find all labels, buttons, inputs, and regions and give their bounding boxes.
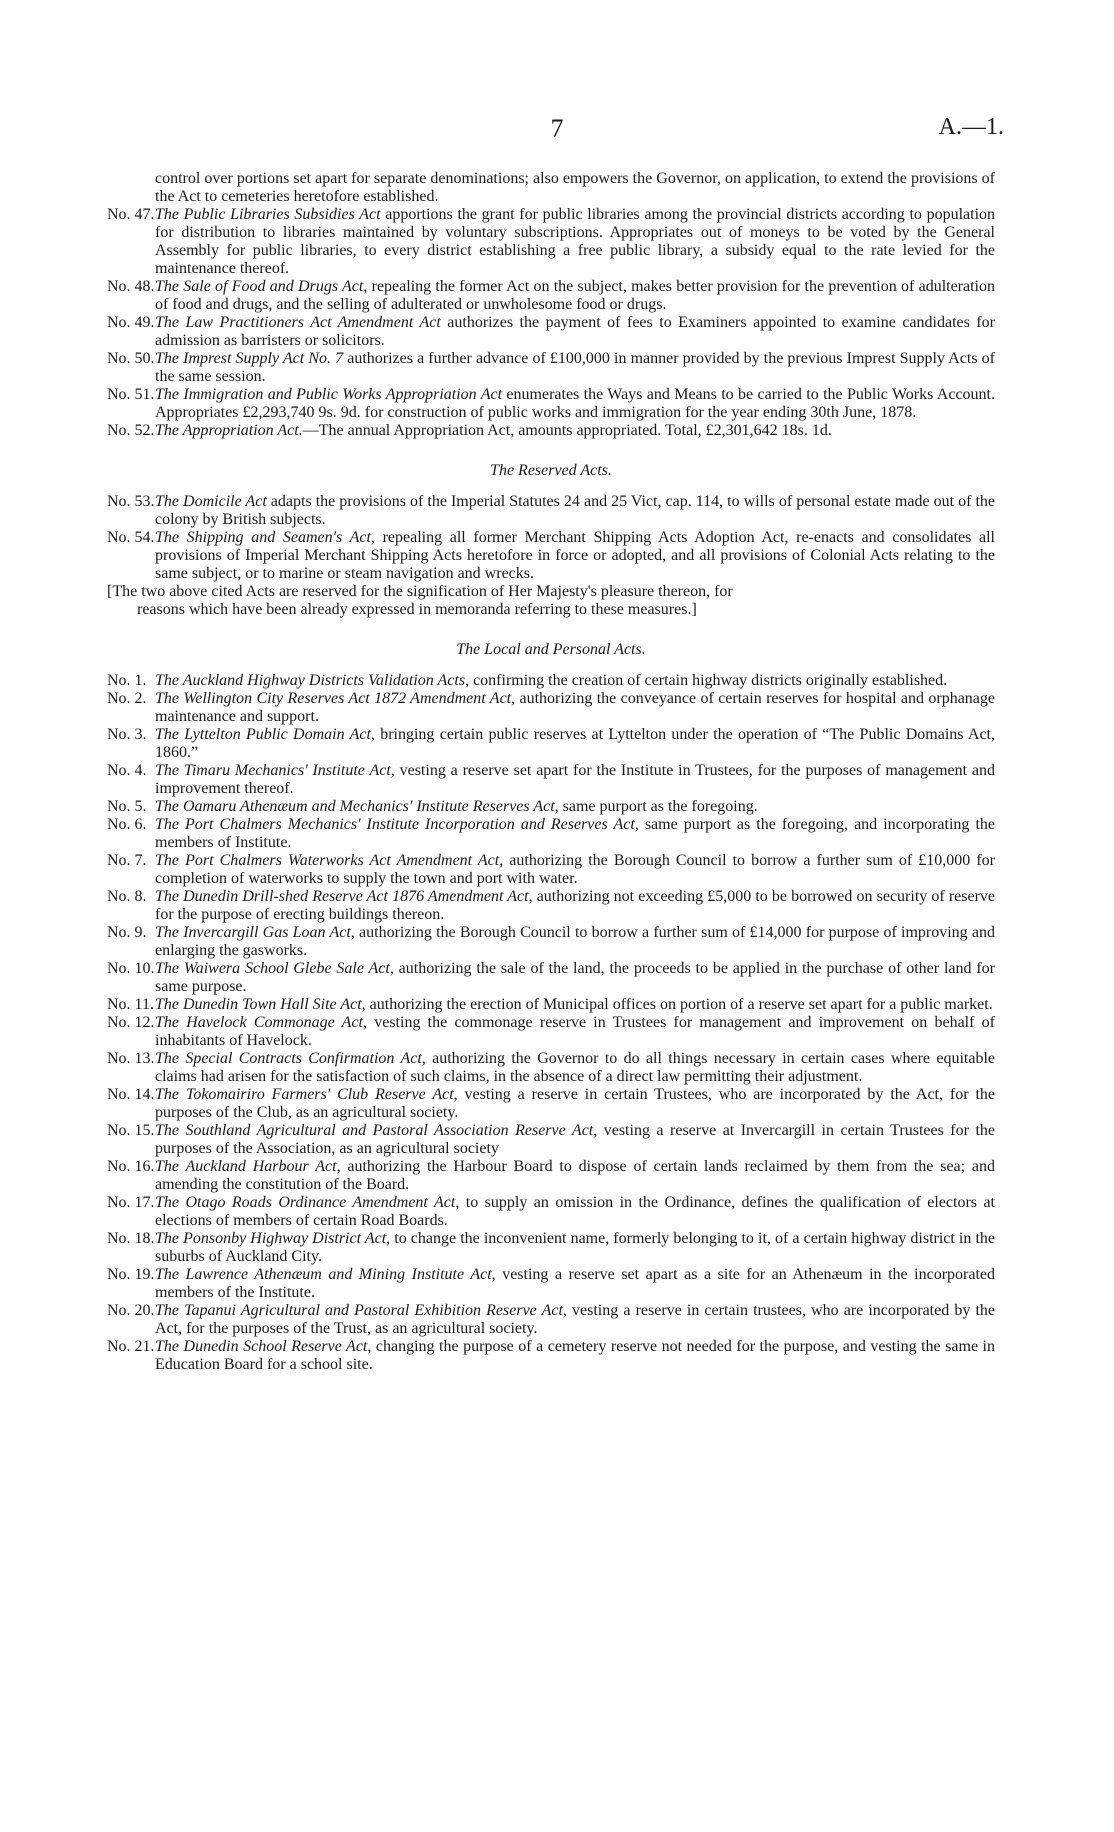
act-description: [155, 816, 995, 852]
act-number: No. 10.: [107, 960, 155, 977]
act-description: [155, 493, 995, 529]
act-title: The Invercargill Gas Loan Act,: [155, 924, 355, 941]
act-title: The Dunedin Drill-shed Reserve Act 1876 Amendment Act,: [155, 888, 533, 905]
act-entry: [107, 816, 995, 852]
act-description: [155, 1014, 995, 1050]
act-description: [155, 996, 995, 1014]
act-description: [155, 924, 995, 960]
act-number: No. 17.: [107, 1194, 155, 1211]
reserved-note-line1: [The two above cited Acts are reserved for the signification of Her Majesty's pleasure thereon, for: [107, 583, 733, 600]
act-title: The Immigration and Public Works Appropriation Act: [155, 386, 503, 403]
act-title: The Lawrence Athenæum and Mining Institute Act,: [155, 1266, 496, 1283]
local-acts-heading: The Local and Personal Acts.: [456, 641, 646, 658]
act-title: The Wellington City Reserves Act 1872 Amendment Act,: [155, 690, 516, 707]
act-summary: adapts the provisions of the Imperial Statutes 24 and 25 Vict, cap. 114, to wills of personal estate made out of the colony by British subjects.: [155, 493, 995, 528]
act-description: [155, 1086, 995, 1122]
act-entry: [107, 690, 995, 726]
act-summary: authorizing the conveyance of certain reserves for hospital and orphanage maintenance and support.: [155, 690, 995, 725]
act-title: The Waiwera School Glebe Sale Act,: [155, 960, 394, 977]
act-entry: [107, 1266, 995, 1302]
act-number: No. 50.: [107, 350, 155, 367]
act-description: [155, 1158, 995, 1194]
act-description: [155, 1266, 995, 1302]
act-description: [155, 690, 995, 726]
act-number: No. 3.: [107, 726, 147, 743]
act-number: No. 21.: [107, 1338, 155, 1355]
act-number: No. 13.: [107, 1050, 155, 1067]
act-title: The Tokomairiro Farmers' Club Reserve Act,: [155, 1086, 458, 1103]
act-summary: to supply an omission in the Ordinance, defines the qualification of electors at elections of members of certain Road Boards.: [155, 1194, 995, 1229]
act-summary: vesting a reserve set apart for the Institute in Trustees, for the purposes of management and improvement thereof.: [155, 762, 996, 797]
act-entry: [107, 762, 995, 798]
act-title: The Auckland Harbour Act,: [155, 1158, 341, 1175]
act-entry: [107, 1230, 995, 1266]
act-description: [155, 1122, 995, 1158]
page-header: [0, 114, 1114, 148]
act-number: No. 51.: [107, 386, 155, 403]
act-description: [155, 1194, 995, 1230]
page-reference: A.—1.: [938, 114, 1004, 140]
act-summary: authorizing the erection of Municipal offices on portion of a reserve set apart for a public market.: [365, 996, 993, 1013]
act-description: [155, 888, 995, 924]
act-description: [155, 529, 995, 583]
document-body: [107, 170, 995, 1374]
act-summary: same purport as the foregoing, and incorporating the members of Institute.: [155, 816, 995, 851]
act-entry: [107, 996, 995, 1014]
act-entry: [107, 1086, 995, 1122]
act-entry: [107, 278, 995, 314]
act-summary: vesting a reserve at Invercargill in certain Trustees for the purposes of the Association, as an agricultural society: [155, 1122, 995, 1157]
act-summary: enumerates the Ways and Means to be carried to the Public Works Account. Appropriates £2,293,740 9s. 9d. for construction of public works and immigration for the year ending 30th June, 1878.: [155, 386, 996, 421]
act-summary: repealing the former Act on the subject, makes better provision for the prevention of adulteration of food and drugs, and the selling of adulterated or unwholesome food or drugs.: [155, 278, 996, 313]
act-description: [155, 278, 995, 314]
act-summary: vesting a reserve set apart as a site for an Athenæum in the incorporated members of the Institute.: [155, 1266, 996, 1301]
act-entry: [107, 726, 995, 762]
reserved-note: [107, 583, 995, 619]
act-title: The Timaru Mechanics' Institute Act,: [155, 762, 395, 779]
act-description: [155, 206, 995, 278]
page-number: 7: [550, 114, 564, 143]
act-title: The Public Libraries Subsidies Act: [155, 206, 381, 223]
reserved-acts-heading: The Reserved Acts.: [490, 462, 612, 479]
act-entry: [107, 314, 995, 350]
act-entry: [107, 206, 995, 278]
act-summary: bringing certain public reserves at Lyttelton under the operation of “The Public Domains Act, 1860.”: [155, 726, 995, 761]
act-entry: [107, 1014, 995, 1050]
act-summary: authorizing not exceeding £5,000 to be borrowed on security of reserve for the purpose of erecting buildings thereon.: [155, 888, 996, 923]
act-number: No. 53.: [107, 493, 155, 510]
act-summary: vesting a reserve in certain trustees, who are incorporated by the Act, for the purposes of the Trust, as an agricultural society.: [155, 1302, 995, 1337]
act-summary: authorizing the Borough Council to borrow a further sum of £10,000 for completion of waterworks to supply the town and port with water.: [155, 852, 995, 887]
act-summary: apportions the grant for public libraries among the provincial districts according to population for distribution to libraries maintained by voluntary subscriptions. Appropriates out of moneys to be voted by the General Assembly for public libraries, to every district establishing a free public library, a subsidy equal to the rate levied for the maintenance thereof.: [155, 206, 996, 277]
act-title: The Port Chalmers Mechanics' Institute Incorporation and Reserves Act,: [155, 816, 639, 833]
act-title: The Domicile Act: [155, 493, 267, 510]
act-description: [155, 350, 995, 386]
act-title: The Ponsonby Highway District Act,: [155, 1230, 391, 1247]
act-entry: [107, 350, 995, 386]
act-number: No. 1.: [107, 672, 147, 689]
act-title: The Dunedin Town Hall Site Act,: [155, 996, 366, 1013]
act-description: [155, 1050, 995, 1086]
act-summary: to change the inconvenient name, formerly belonging to it, of a certain highway district in the suburbs of Auckland City.: [155, 1230, 996, 1265]
act-entry: [107, 888, 995, 924]
act-title: The Appropriation Act.: [155, 422, 303, 439]
general-acts-list: [107, 206, 995, 440]
act-title: The Sale of Food and Drugs Act,: [155, 278, 368, 295]
act-entry: [107, 386, 995, 422]
act-title: The Oamaru Athenæum and Mechanics' Institute Reserves Act,: [155, 798, 559, 815]
act-description: [155, 386, 995, 422]
act-number: No. 2.: [107, 690, 147, 707]
act-title: The Havelock Commonage Act,: [155, 1014, 367, 1031]
act-entry: [107, 529, 995, 583]
act-description: [155, 960, 995, 996]
act-summary: vesting a reserve in certain Trustees, who are incorporated by the Act, for the purposes of the Club, as an agricultural society.: [155, 1086, 995, 1121]
act-description: [155, 314, 995, 350]
act-description: [155, 762, 995, 798]
act-description: [155, 422, 995, 440]
act-number: No. 49.: [107, 314, 155, 331]
act-entry: [107, 1194, 995, 1230]
act-entry: [107, 798, 995, 816]
act-number: No. 5.: [107, 798, 147, 815]
act-title: The Law Practitioners Act Amendment Act: [155, 314, 441, 331]
act-number: No. 52.: [107, 422, 155, 439]
act-title: The Otago Roads Ordinance Amendment Act,: [155, 1194, 460, 1211]
act-number: No. 14.: [107, 1086, 155, 1103]
act-entry: [107, 493, 995, 529]
act-summary: confirming the creation of certain highway districts originally established.: [469, 672, 948, 689]
act-number: No. 16.: [107, 1158, 155, 1175]
act-number: No. 18.: [107, 1230, 155, 1247]
act-summary: changing the purpose of a cemetery reserve not needed for the purpose, and vesting the same in Education Board for a school site.: [155, 1338, 996, 1373]
act-title: The Lyttelton Public Domain Act,: [155, 726, 375, 743]
act-entry: [107, 1302, 995, 1338]
act-summary: authorizing the Governor to do all things necessary in certain cases where equitable claims had arisen for the satisfaction of such claims, in the absence of a direct law permitting their adjustment.: [155, 1050, 995, 1085]
act-number: No. 19.: [107, 1266, 155, 1283]
act-entry: [107, 1338, 995, 1374]
act-entry: [107, 1158, 995, 1194]
act-entry: [107, 924, 995, 960]
act-number: No. 11.: [107, 996, 154, 1013]
act-description: [155, 1338, 995, 1374]
act-number: No. 9.: [107, 924, 147, 941]
act-description: [155, 798, 995, 816]
local-acts-list: [107, 672, 995, 1374]
act-summary: repealing all former Merchant Shipping Acts Adoption Act, re-enacts and consolidates all provisions of Imperial Merchant Shipping Acts heretofore in force or adopted, and all provisions of Colonial Acts relating to the same subject, or to marine or steam navigation and wrecks.: [155, 529, 995, 582]
act-summary: vesting the commonage reserve in Trustees for management and improvement on behalf of inhabitants of Havelock.: [155, 1014, 995, 1049]
act-entry: [107, 852, 995, 888]
act-entry: [107, 960, 995, 996]
reserved-note-line2: reasons which have been already expressed in memoranda referring to these measures.]: [137, 601, 697, 618]
act-summary: authorizing the Harbour Board to dispose of certain lands reclaimed by them from the sea; and amending the constitution of the Board.: [155, 1158, 995, 1193]
act-number: No. 4.: [107, 762, 147, 779]
act-summary: authorizes a further advance of £100,000 in manner provided by the previous Imprest Supply Acts of the same session.: [155, 350, 995, 385]
act-description: [155, 1302, 995, 1338]
act-title: The Tapanui Agricultural and Pastoral Exhibition Reserve Act,: [155, 1302, 567, 1319]
act-number: No. 12.: [107, 1014, 155, 1031]
act-number: No. 48.: [107, 278, 155, 295]
act-title: The Southland Agricultural and Pastoral Association Reserve Act,: [155, 1122, 598, 1139]
act-number: No. 47.: [107, 206, 155, 223]
act-description: [155, 726, 995, 762]
act-number: No. 6.: [107, 816, 147, 833]
act-title: The Dunedin School Reserve Act,: [155, 1338, 372, 1355]
act-title: The Special Contracts Confirmation Act,: [155, 1050, 426, 1067]
act-title: The Auckland Highway Districts Validation Acts,: [155, 672, 470, 689]
act-description: [155, 1230, 995, 1266]
act-number: No. 54.: [107, 529, 155, 546]
act-summary: authorizing the sale of the land, the proceeds to be applied in the purchase of other land for same purpose.: [155, 960, 995, 995]
intro-paragraph: control over portions set apart for separate denominations; also empowers the Governor, on application, to extend the provisions of the Act to cemeteries heretofore established.: [155, 170, 995, 205]
act-number: No. 15.: [107, 1122, 155, 1139]
act-title: The Shipping and Seamen's Act,: [155, 529, 375, 546]
act-title: The Port Chalmers Waterworks Act Amendment Act,: [155, 852, 504, 869]
act-entry: [107, 672, 995, 690]
act-entry: [107, 1122, 995, 1158]
reserved-acts-list: [107, 493, 995, 583]
act-entry: [107, 422, 995, 440]
act-title: The Imprest Supply Act No. 7: [155, 350, 344, 367]
act-summary: authorizes the payment of fees to Examiners appointed to examine candidates for admission as barristers or solicitors.: [155, 314, 995, 349]
act-summary: —The annual Appropriation Act, amounts appropriated. Total, £2,301,642 18s. 1d.: [302, 422, 832, 439]
act-description: [155, 672, 995, 690]
act-description: [155, 852, 995, 888]
act-number: No. 8.: [107, 888, 147, 905]
act-number: No. 20.: [107, 1302, 155, 1319]
act-summary: same purport as the foregoing.: [558, 798, 758, 815]
act-summary: authorizing the Borough Council to borrow a further sum of £14,000 for purpose of improving and enlarging the gasworks.: [155, 924, 995, 959]
act-number: No. 7.: [107, 852, 147, 869]
act-entry: [107, 1050, 995, 1086]
